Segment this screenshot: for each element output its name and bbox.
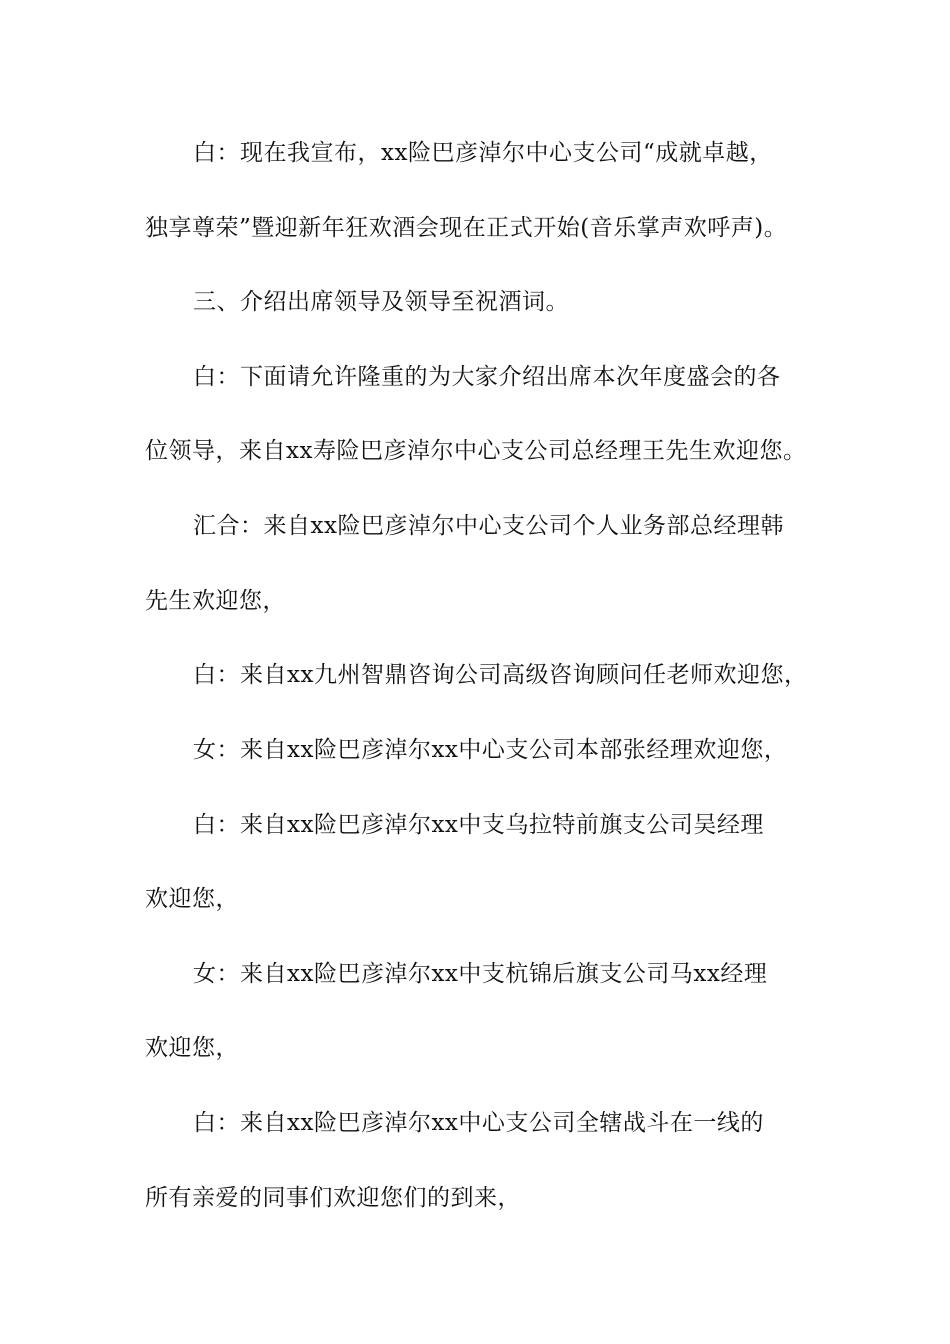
paragraph-line: 独享尊荣”暨迎新年狂欢酒会现在正式开始(音乐掌声欢呼声)。 [145, 215, 788, 241]
paragraph-line: 女：来自xx险巴彦淖尔xx中支杭锦后旗支公司马xx经理 [193, 961, 768, 987]
paragraph-line: 白：现在我宣布，xx险巴彦淖尔中心支公司“成就卓越， [193, 140, 773, 166]
paragraph-line: 欢迎您， [145, 886, 239, 912]
paragraph-line: 白：来自xx险巴彦淖尔xx中支乌拉特前旗支公司吴经理 [193, 812, 764, 838]
paragraph-line: 所有亲爱的同事们欢迎您们的到来， [145, 1185, 521, 1211]
paragraph-line: 白：来自xx九州智鼎咨询公司高级咨询顾问任老师欢迎您， [193, 662, 808, 688]
paragraph-line: 先生欢迎您， [145, 588, 286, 614]
paragraph-line: 欢迎您， [145, 1035, 239, 1061]
paragraph-line: 位领导，来自xx寿险巴彦淖尔中心支公司总经理王先生欢迎您。 [145, 438, 807, 464]
section-heading: 三、介绍出席领导及领导至祝酒词。 [193, 289, 569, 315]
paragraph-line: 汇合：来自xx险巴彦淖尔中心支公司个人业务部总经理韩 [193, 513, 784, 539]
paragraph-line: 白：来自xx险巴彦淖尔xx中心支公司全辖战斗在一线的 [193, 1110, 764, 1136]
paragraph-line: 女：来自xx险巴彦淖尔xx中心支公司本部张经理欢迎您， [193, 737, 788, 763]
paragraph-line: 白：下面请允许隆重的为大家介绍出席本次年度盛会的各 [193, 364, 781, 390]
